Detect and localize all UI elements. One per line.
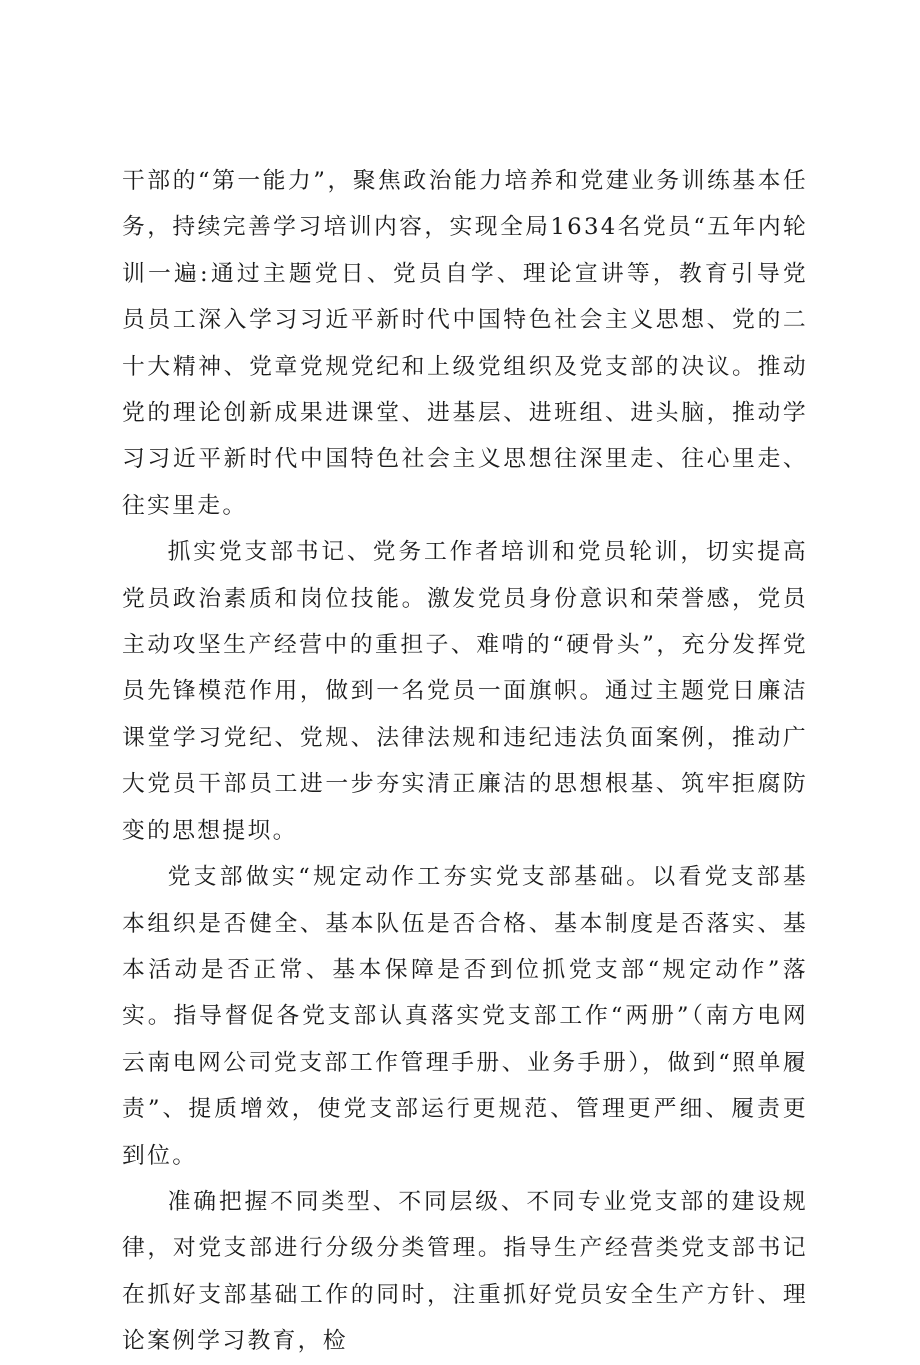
paragraph-3: 党支部做实“规定动作工夯实党支部基础。以看党支部基本组织是否健全、基本队伍是否合格、基本制度是否落实、基本活动是否正常、基本保障是否到位抓党支部“规定动作”落实。指导督促各党支部认真落实党支部工作“两册”（南方电网云南电网公司党支部工作管理手册、业务手册），做到“照单履责”、提质增效，使党支部运行更规范、管理更严细、履责更到位。: [122, 864, 808, 1169]
document-body: [122, 158, 808, 1365]
paragraph-4: 准确把握不同类型、不同层级、不同专业党支部的建设规律，对党支部进行分级分类管理。指导生产经营类党支部书记在抓好支部基础工作的同时，注重抓好党员安全生产方针、理论案例学习教育，检: [122, 1188, 808, 1355]
paragraph-2: 抓实党支部书记、党务工作者培训和党员轮训，切实提高党员政治素质和岗位技能。激发党员身份意识和荣誉感，党员主动攻坚生产经营中的重担子、难啃的“硬骨头”，充分发挥党员先锋模范作用，做到一名党员一面旗帜。通过主题党日廉洁课堂学习党纪、党规、法律法规和违纪违法负面案例，推动广大党员干部员工进一步夯实清正廉洁的思想根基、筑牢拒腐防变的思想提坝。: [122, 539, 808, 844]
paragraph-1: 干部的“第一能力”，聚焦政治能力培养和党建业务训练基本任务，持续完善学习培训内容，实现全局1634名党员“五年内轮训一遍:通过主题党日、党员自学、理论宣讲等，教育引导党员员工深入学习习近平新时代中国特色社会主义思想、党的二十大精神、党章党规党纪和上级党组织及党支部的决议。推动党的理论创新成果进课堂、进基层、进班组、进头脑，推动学习习近平新时代中国特色社会主义思想往深里走、往心里走、往实里走。: [122, 168, 808, 519]
